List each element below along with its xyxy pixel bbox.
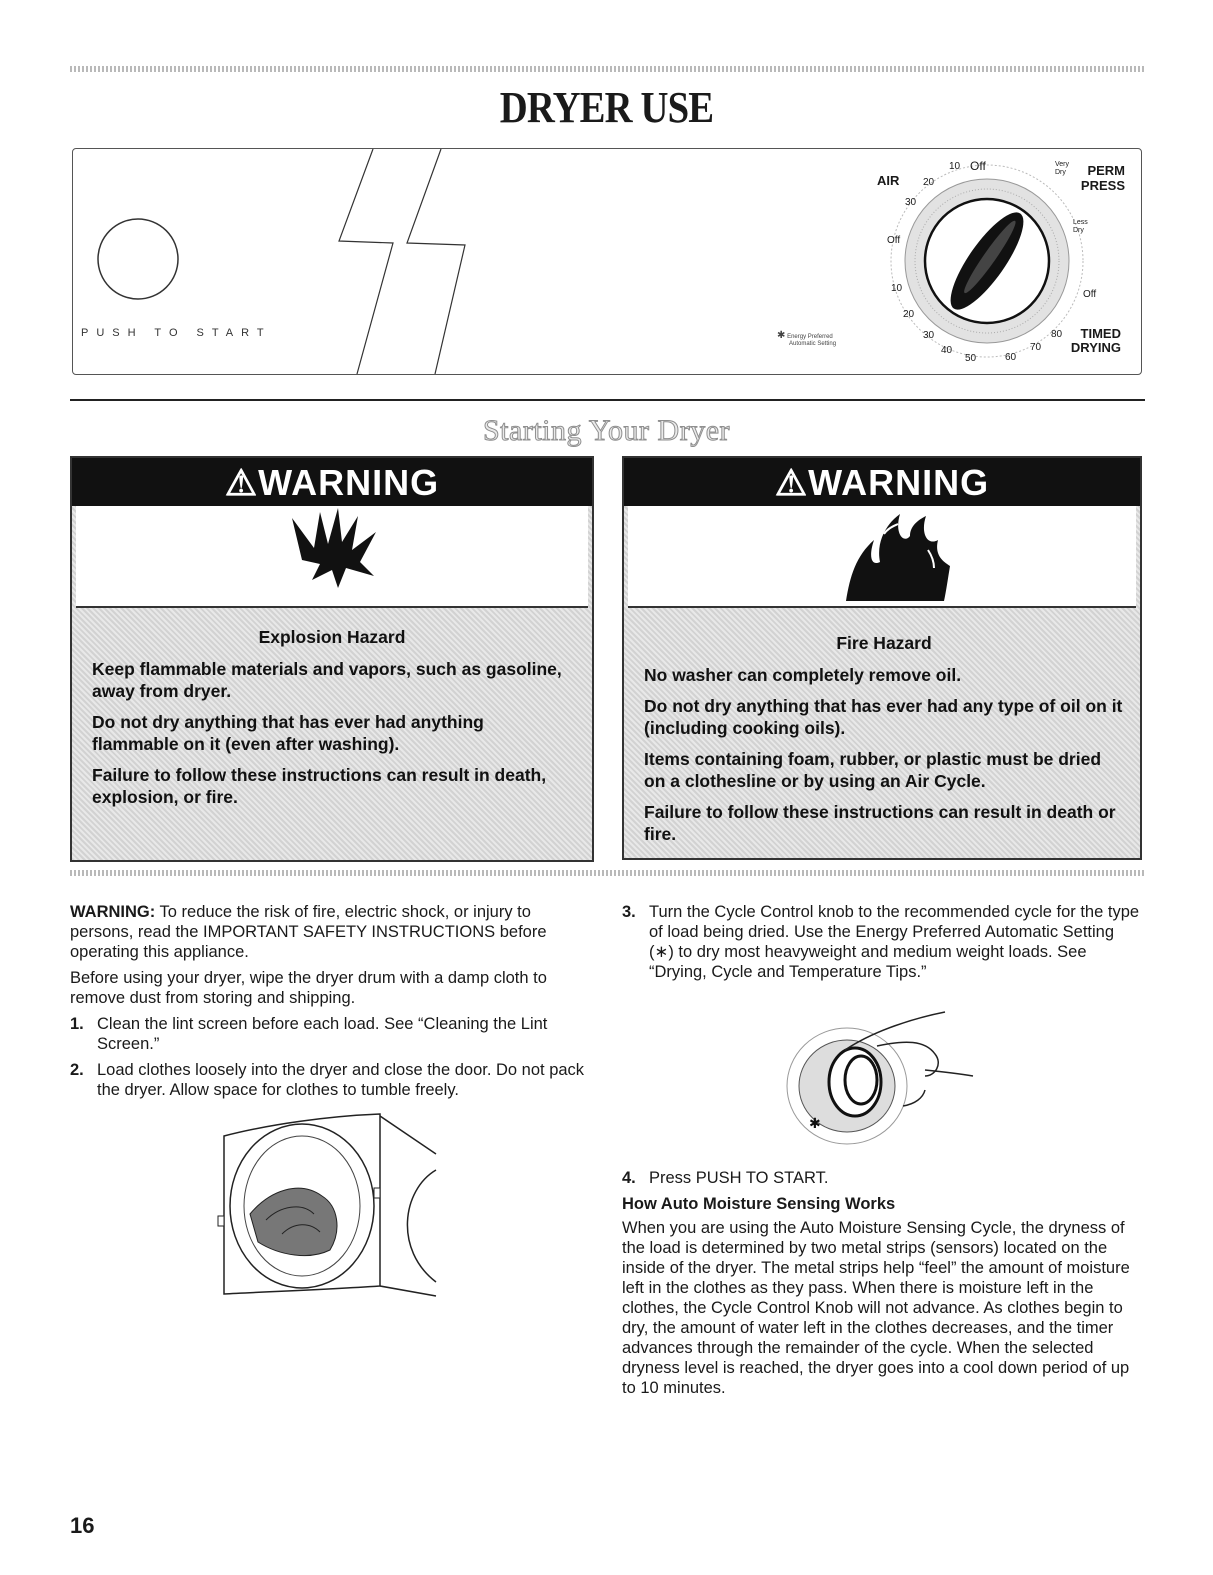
right-column-step3	[622, 902, 1142, 988]
dial-label-perm-press: PERM PRESS	[1080, 163, 1125, 193]
push-to-start-label: PUSH TO START	[81, 327, 272, 339]
step-2: 2. Load clothes loosely into the dryer and close the door. Do not pack the dryer. Allow space for clothes to tumble freely.	[70, 1061, 585, 1099]
warning-triangle-icon: ⚠	[224, 462, 259, 503]
warning-paragraph: Do not dry anything that has ever had any type of oil on it (including cooking oils).	[644, 696, 1123, 738]
dial-label-off-left: Off	[887, 235, 901, 246]
warning-box-fire	[622, 456, 1142, 860]
mid-dotted-rule	[70, 870, 1145, 876]
warning-icon-area	[76, 506, 588, 608]
dial-mark: 30	[923, 330, 935, 341]
dial-label-off-right: Off	[1083, 289, 1097, 300]
warning-paragraph: No washer can completely remove oil.	[644, 665, 962, 685]
control-panel-illustration	[72, 148, 1142, 375]
push-to-start-button-icon	[98, 219, 178, 299]
warning-text-explosion	[92, 626, 572, 817]
fire-icon	[628, 506, 1136, 606]
page-number: 16	[70, 1513, 95, 1538]
dial-label-very-dry: Very Dry	[1055, 161, 1070, 176]
warning-paragraph: Failure to follow these instructions can result in death or fire.	[644, 802, 1116, 844]
energy-footnote: ✱ Energy Preferred Automatic Setting	[777, 330, 837, 347]
warning-text-fire	[644, 632, 1124, 854]
dial-mark: 80	[1051, 329, 1063, 340]
warning-note: WARNING: To reduce the risk of fire, electric shock, or injury to persons, read the IMPORTANT SAFETY INSTRUCTIONS before operating this appliance.	[70, 903, 547, 961]
warning-paragraph: Items containing foam, rubber, or plastic must be dried on a clothesline or by using an Air Cycle.	[644, 749, 1102, 791]
asterisk-icon: ✱	[809, 1115, 821, 1131]
section-subheading: Starting Your Dryer	[483, 414, 730, 447]
left-column	[70, 902, 590, 1106]
step-1: 1. Clean the lint screen before each load. See “Cleaning the Lint Screen.”	[70, 1015, 548, 1053]
warning-paragraph: Keep flammable materials and vapors, such as gasoline, away from dryer.	[92, 659, 562, 701]
warning-box-explosion	[70, 456, 594, 862]
warning-icon-area	[628, 506, 1136, 608]
dial-mark: 30	[905, 197, 917, 208]
dial-label-off-top: Off	[970, 159, 986, 173]
dial-label-timed-drying: TIMED DRYING	[1070, 326, 1121, 355]
knob-turning-illustration	[785, 1010, 985, 1150]
dryer-door-illustration	[210, 1110, 450, 1300]
explosion-icon	[76, 506, 588, 606]
intro-paragraph: Before using your dryer, wipe the dryer drum with a damp cloth to remove dust from storing and shipping.	[70, 969, 547, 1007]
dial-mark: 70	[1030, 342, 1042, 353]
hazard-title: Fire Hazard	[836, 633, 932, 653]
dial-mark: 20	[903, 309, 915, 320]
section-rule	[70, 399, 1145, 401]
auto-moisture-paragraph: When you are using the Auto Moisture Sensing Cycle, the dryness of the load is determined by two metal strips (sensors) located on the inside of the dryer. The metal strips help “feel” the amount of moisture left in the clothes as they pass. When there is moisture left in the clothes, the Cycle Control Knob will not advance. As clothes begin to dry, the amount of water left in the clothes decreases, and the timer advances through the remainder of the cycle. When the selected dryness level is reached, the dryer goes into a cool down period of up to 10 minutes.	[622, 1219, 1130, 1397]
dial-mark: 10	[949, 161, 961, 172]
warning-header: ⚠WARNING	[624, 458, 1140, 506]
dial-mark: 50	[965, 353, 977, 364]
page-title: DRYER USE	[499, 83, 714, 132]
asterisk-icon: ✱	[777, 330, 786, 341]
warning-header: ⚠WARNING	[72, 458, 592, 506]
dial-mark: 20	[923, 177, 935, 188]
dial-mark: 60	[1005, 352, 1017, 363]
dial-label-air: AIR	[877, 173, 900, 188]
control-panel-drawing	[73, 149, 1141, 374]
step-3: 3. Turn the Cycle Control knob to the recommended cycle for the type of load being dried. Use the Energy Preferred Automatic Setting (∗) to dry most heavyweight and medium weight loads. See “Drying, Cycle and Temperature Tips.”	[622, 903, 1140, 981]
top-dotted-rule	[70, 66, 1145, 72]
panel-break-line	[407, 149, 465, 374]
dial-mark: 40	[941, 345, 953, 356]
panel-break-line	[339, 149, 393, 374]
warning-paragraph: Do not dry anything that has ever had anything flammable on it (even after washing).	[92, 712, 484, 754]
warning-triangle-icon: ⚠	[774, 462, 809, 503]
dial-mark: 10	[891, 283, 903, 294]
section-title-auto-moisture: How Auto Moisture Sensing Works	[622, 1195, 896, 1213]
warning-paragraph: Failure to follow these instructions can result in death, explosion, or fire.	[92, 765, 547, 807]
hazard-title: Explosion Hazard	[258, 627, 406, 647]
dial-label-less-dry: Less Dry	[1073, 219, 1088, 234]
right-column-lower	[622, 1168, 1144, 1404]
step-4: 4. Press PUSH TO START.	[622, 1169, 829, 1187]
